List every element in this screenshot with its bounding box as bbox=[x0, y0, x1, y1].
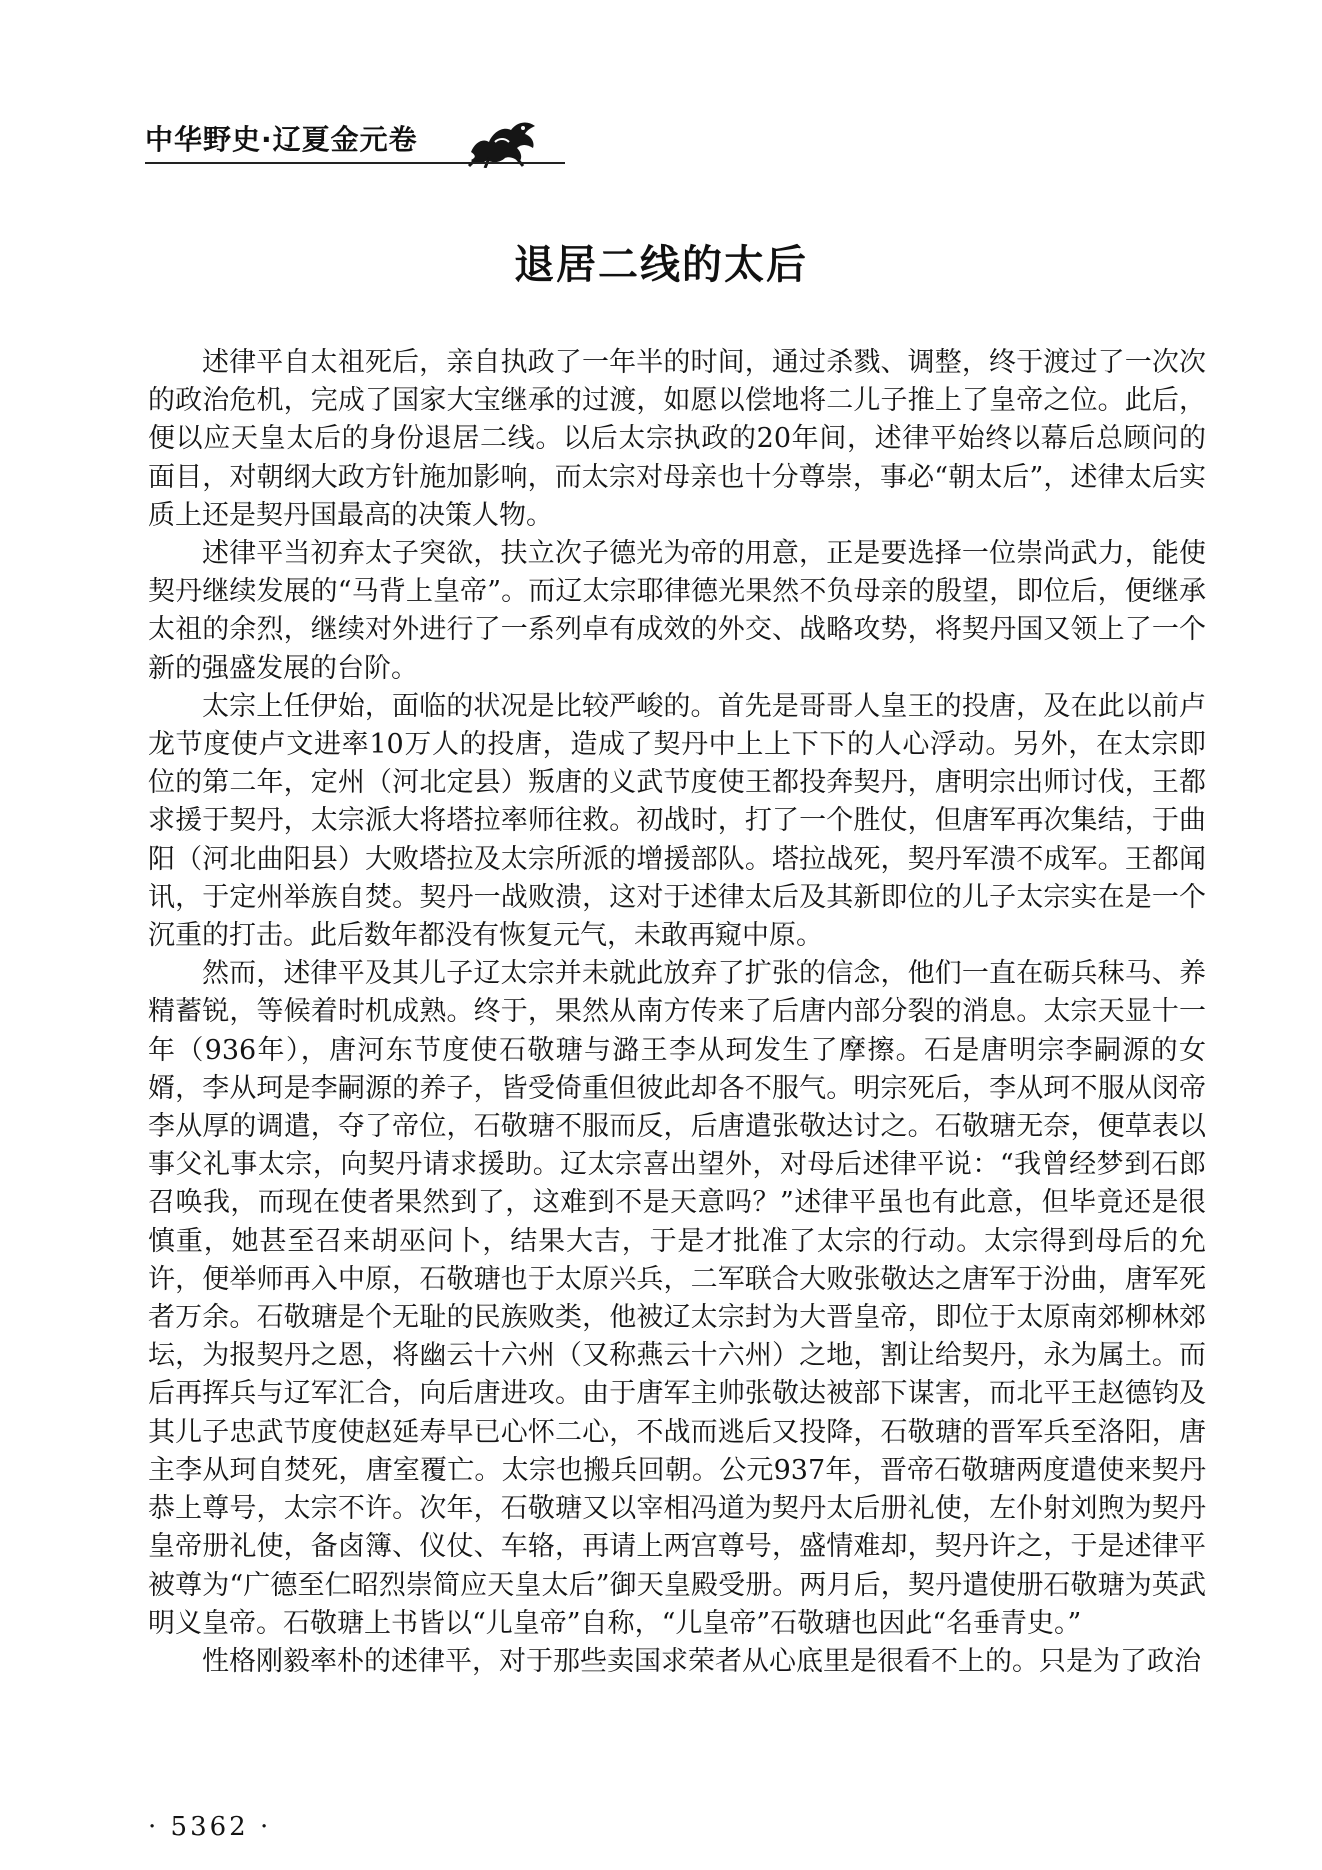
paragraph-2: 述律平当初弃太子突欲，扶立次子德光为帝的用意，正是要选择一位崇尚武力，能使契丹继续发展的“马背上皇帝”。而辽太宗耶律德光果然不负母亲的殷望，即位后，便继承太祖的余烈，继续对外进行了一系列卓有成效的外交、战略攻势，将契丹国又领上了一个新的强盛发展的台阶。 bbox=[148, 538, 1206, 684]
paragraph-5: 性格刚毅率朴的述律平，对于那些卖国求荣者从心底里是很看不上的。只是为了政治 bbox=[202, 1645, 1201, 1677]
series-title: 中华野史·辽夏金元卷 bbox=[145, 123, 418, 156]
paragraph-3: 太宗上任伊始，面临的状况是比较严峻的。首先是哥哥人皇王的投唐，及在此以前卢龙节度使卢文进率10万人的投唐，造成了契丹中上上下下的人心浮动。另外，在太宗即位的第二年，定州（河北定县）叛唐的义武节度使王都投奔契丹，唐明宗出师讨伐，王都求援于契丹，太宗派大将塔拉率师往救。初战时，打了一个胜仗，但唐军再次集结，于曲阳（河北曲阳县）大败塔拉及太宗所派的增援部队。塔拉战死，契丹军溃不成军。王都闻讯，于定州举族自焚。契丹一战败溃，这对于述律太后及其新即位的儿子太宗实在是一个沉重的打击。此后数年都没有恢复元气，未敢再窥中原。 bbox=[148, 690, 1206, 952]
dragon-emblem-icon bbox=[465, 112, 543, 168]
header-rule bbox=[145, 162, 565, 164]
page-number: · 5362 · bbox=[148, 1812, 272, 1842]
paragraph-4: 然而，述律平及其儿子辽太宗并未就此放弃了扩张的信念，他们一直在砺兵秣马、养精蓄锐，等候着时机成熟。终于，果然从南方传来了后唐内部分裂的消息。太宗天显十一年（936年），唐河东节度使石敬瑭与潞王李从珂发生了摩擦。石是唐明宗李嗣源的女婿，李从珂是李嗣源的养子，皆受倚重但彼此却各不服气。明宗死后，李从珂不服从闵帝李从厚的调遣，夺了帝位，石敬瑭不服而反，后唐遣张敬达讨之。石敬瑭无奈，便草表以事父礼事太宗，向契丹请求援助。辽太宗喜出望外，对母后述律平说：“我曾经梦到石郎召唤我，而现在使者果然到了，这难到不是天意吗？”述律平虽也有此意，但毕竟还是很慎重，她甚至召来胡巫问卜，结果大吉，于是才批准了太宗的行动。太宗得到母后的允许，便举师再入中原，石敬瑭也于太原兴兵，二军联合大败张敬达之唐军于汾曲，唐军死者万余。石敬瑭是个无耻的民族败类，他被辽太宗封为大晋皇帝，即位于太原南郊柳林郊坛，为报契丹之恩，将幽云十六州（又称燕云十六州）之地，割让给契丹，永为属土。而后再挥兵与辽军汇合，向后唐进攻。由于唐军主帅张敬达被部下谋害，而北平王赵德钧及其儿子忠武节度使赵延寿早已心怀二心，不战而逃后又投降，石敬瑭的晋军兵至洛阳，唐主李从珂自焚死，唐室覆亡。太宗也搬兵回朝。公元937年，晋帝石敬瑭两度遣使来契丹恭上尊号，太宗不许。次年，石敬瑭又以宰相冯道为契丹太后册礼使，左仆射刘煦为契丹皇帝册礼使，备卤簿、仪仗、车辂，再请上两宫尊号，盛情难却，契丹许之，于是述律平被尊为“广德至仁昭烈崇简应天皇太后”御天皇殿受册。两月后，契丹遣使册石敬瑭为英武明义皇帝。石敬瑭上书皆以“儿皇帝”自称，“儿皇帝”石敬瑭也因此“名垂青史。” bbox=[148, 958, 1206, 1639]
article-title: 退居二线的太后 bbox=[514, 242, 808, 288]
running-header bbox=[145, 112, 565, 172]
paragraph-1: 述律平自太祖死后，亲自执政了一年半的时间，通过杀戮、调整，终于渡过了一次次的政治危机，完成了国家大宝继承的过渡，如愿以偿地将二儿子推上了皇帝之位。此后，便以应天皇太后的身份退居二线。以后太宗执政的20年间，述律平始终以幕后总顾问的面目，对朝纲大政方针施加影响，而太宗对母亲也十分尊崇，事必“朝太后”，述律太后实质上还是契丹国最高的决策人物。 bbox=[148, 347, 1206, 531]
article-body bbox=[148, 344, 1206, 1681]
